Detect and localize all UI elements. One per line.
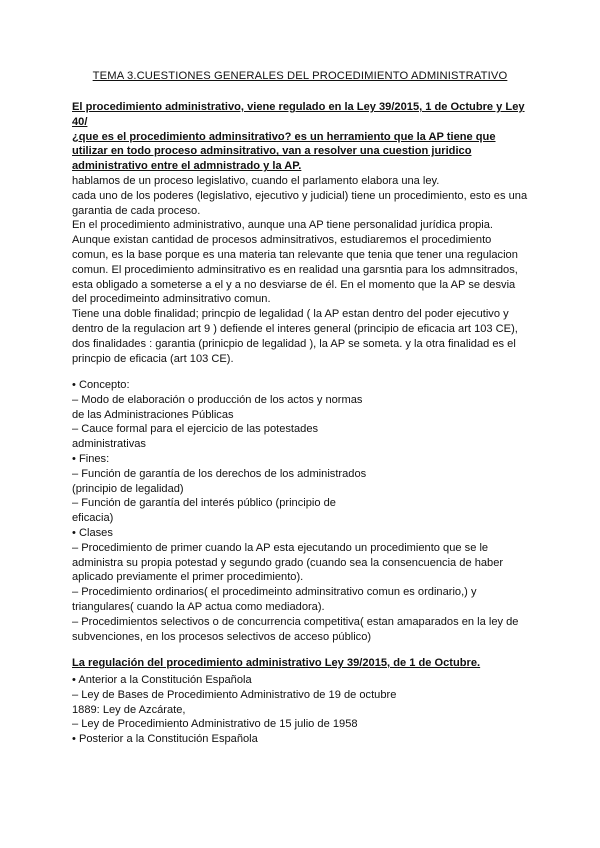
list-item: aplicado previamente el primer procedimiento).: [72, 571, 304, 584]
text-line: Tiene una doble finalidad; princpio de legalidad ( la AP estan dentro del poder ejecutivo y: [72, 308, 509, 321]
list-item: triangulares( cuando la AP actua como mediadora).: [72, 600, 325, 613]
regulation-list: [72, 673, 532, 747]
text-line: esta obligado a someterse a el y a no desviarse de él. En el momento que la AP se desvia: [72, 278, 516, 291]
list-item: • Posterior a la Constitución Española: [72, 733, 258, 746]
list-item: • Concepto:: [72, 379, 130, 391]
text-line: comun, es la base porque es una materia tan relevante que tenia que tener una regulacion: [72, 248, 518, 261]
text-line: dentro de la regulacion art 9 ) defiende el interes general (principio de eficacia art 103 CE),: [72, 322, 518, 335]
list-item: – Procedimientos selectivos o de concurrencia competitiva( estan amaparados en la ley de: [72, 615, 519, 628]
list-item: (principio de legalidad): [72, 482, 184, 495]
list-item: • Anterior a la Constitución Española: [72, 674, 252, 686]
list-item: – Ley de Bases de Procedimiento Administrativo de 19 de octubre: [72, 688, 397, 701]
heading-line: 40/: [72, 115, 88, 128]
list-item: – Función de garantía de los derechos de los administrados: [72, 467, 367, 480]
list-item: – Procedimiento ordinarios( el procedimeinto adminsitrativo comun es ordinario,) y: [72, 586, 477, 599]
text-line: princpio de eficacia (art 103 CE).: [72, 352, 234, 365]
text-line: garantia de cada proceso.: [72, 204, 201, 217]
heading-line: La regulación del procedimiento administrativo Ley 39/2015, de 1 de Octubre.: [72, 657, 481, 669]
text-line: cada uno de los poderes (legislativo, ejecutivo y judicial) tiene un procedimiento, esto es una: [72, 189, 528, 202]
text-line: En el procedimiento administrativo, aunque una AP tiene personalidad jurídica propia.: [72, 219, 494, 232]
list-item: – Ley de Procedimiento Administrativo de 15 julio de 1958: [72, 718, 358, 731]
list-item: • Clases: [72, 526, 113, 539]
section-heading-2: [72, 656, 532, 671]
list-item: de las Administraciones Públicas: [72, 408, 234, 421]
text-line: Aunque existan cantidad de procesos adminsitrativos, estudiaremos el procedimiento: [72, 234, 492, 247]
text-line: comun. El procedimiento adminsitrativo es en realidad una garsntia para los admnsitrados,: [72, 263, 518, 276]
list-item: administrativas: [72, 438, 146, 451]
list-item: – Función de garantía del interés público (principio de: [72, 497, 336, 510]
section-heading-1: [72, 100, 532, 174]
heading-line: El procedimiento administrativo, viene regulado en la Ley 39/2015, 1 de Octubre y Ley: [72, 101, 525, 113]
intro-paragraphs: [72, 174, 532, 366]
list-item: – Procedimiento de primer cuando la AP esta ejecutando un procedimiento que se le: [72, 541, 489, 554]
heading-line: utilizar en todo proceso adminsitrativo, van a resolver una cuestion juridico: [72, 145, 472, 158]
text-line: del procedimeinto adminsitrativo comun.: [72, 293, 271, 306]
list-item: – Cauce formal para el ejercicio de las potestades: [72, 423, 319, 436]
list-item: 1889: Ley de Azcárate,: [72, 703, 186, 716]
heading-line: administrativo entre el admnistrado y la AP.: [72, 160, 302, 173]
list-item: – Modo de elaboración o producción de los actos y normas: [72, 393, 363, 406]
text-line: dos finalidades : garantia (prinicpio de legalidad ), la AP se someta. y la otra finalidad es el: [72, 337, 516, 350]
heading-line: ¿que es el procedimiento adminsitrativo? es un herramiento que la AP tiene que: [72, 130, 496, 143]
document-title: TEMA 3.CUESTIONES GENERALES DEL PROCEDIMIENTO ADMINISTRATIVO: [92, 70, 508, 82]
list-item: administra su propia potestad y segundo grado (cuando sea la consencuencia de haber: [72, 556, 504, 569]
list-item: eficacia): [72, 512, 114, 525]
concepts-list: [72, 378, 532, 644]
list-item: subvenciones, en los procesos selectivos de acceso público): [72, 630, 372, 643]
list-item: • Fines:: [72, 452, 110, 465]
text-line: hablamos de un proceso legislativo, cuando el parlamento elabora una ley.: [72, 175, 440, 187]
